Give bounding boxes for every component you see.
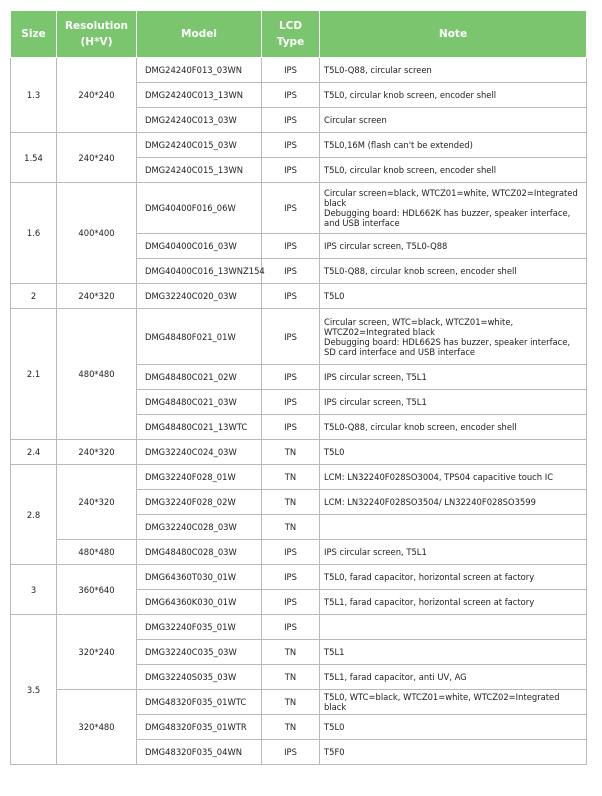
model-cell: DMG32240C035_03W: [137, 640, 262, 665]
lcd-cell: TN: [262, 465, 320, 490]
note-cell: T5L0-Q88, circular knob screen, encoder shell: [320, 415, 587, 440]
note-cell: T5F0: [320, 740, 587, 765]
model-cell: DMG48320F035_01WTC: [137, 690, 262, 715]
model-cell: DMG32240S035_03W: [137, 665, 262, 690]
note-cell: T5L0, circular knob screen, encoder shell: [320, 83, 587, 108]
lcd-cell: IPS: [262, 390, 320, 415]
note-cell: IPS circular screen, T5L1: [320, 390, 587, 415]
model-cell: DMG24240C015_13WN: [137, 158, 262, 183]
table-row: [11, 615, 587, 640]
lcd-cell: TN: [262, 440, 320, 465]
note-cell: [320, 515, 587, 540]
table-row: [11, 284, 587, 309]
size-cell: 3: [11, 565, 57, 615]
lcd-cell: IPS: [262, 415, 320, 440]
size-cell: 2.1: [11, 309, 57, 440]
model-cell: DMG48480C028_03W: [137, 540, 262, 565]
note-cell: T5L0: [320, 440, 587, 465]
lcd-cell: IPS: [262, 158, 320, 183]
size-cell: 1.3: [11, 58, 57, 133]
lcd-cell: IPS: [262, 540, 320, 565]
resolution-cell: 360*640: [57, 565, 137, 615]
resolution-cell: 320*480: [57, 690, 137, 765]
header-row: [11, 11, 587, 58]
note-cell: [320, 615, 587, 640]
lcd-cell: IPS: [262, 133, 320, 158]
resolution-cell: 400*400: [57, 183, 137, 284]
lcd-cell: IPS: [262, 740, 320, 765]
note-cell: LCM: LN32240F028SO3504/ LN32240F028SO3599: [320, 490, 587, 515]
model-cell: DMG32240F035_01W: [137, 615, 262, 640]
spec-table-container: [10, 10, 587, 765]
lcd-cell: IPS: [262, 565, 320, 590]
resolution-cell: 480*480: [57, 309, 137, 440]
table-row: [11, 309, 587, 365]
table-row: [11, 565, 587, 590]
size-cell: 2.4: [11, 440, 57, 465]
size-cell: 1.54: [11, 133, 57, 183]
size-cell: 2.8: [11, 465, 57, 565]
model-cell: DMG24240C013_13WN: [137, 83, 262, 108]
note-cell: Circular screen=black, WTCZ01=white, WTCZ02=Integrated black Debugging board: HDL662K has buzzer, speaker interface, and USB interface: [320, 183, 587, 234]
note-cell: T5L1: [320, 640, 587, 665]
lcd-cell: TN: [262, 690, 320, 715]
model-cell: DMG48480F021_01W: [137, 309, 262, 365]
note-cell: LCM: LN32240F028SO3004, TPS04 capacitive touch IC: [320, 465, 587, 490]
model-cell: DMG48320F035_01WTR: [137, 715, 262, 740]
resolution-cell: 240*320: [57, 440, 137, 465]
size-cell: 3.5: [11, 615, 57, 765]
lcd-cell: TN: [262, 640, 320, 665]
model-cell: DMG40400C016_13WNZ154: [137, 259, 262, 284]
resolution-cell: 240*320: [57, 465, 137, 540]
note-cell: IPS circular screen, T5L1: [320, 540, 587, 565]
note-cell: T5L0: [320, 715, 587, 740]
note-cell: T5L1, farad capacitor, anti UV, AG: [320, 665, 587, 690]
header-note: Note: [320, 11, 587, 58]
note-cell: Circular screen, WTC=black, WTCZ01=white, WTCZ02=Integrated black Debugging board: HDL662S has buzzer, speaker interface, SD card interface and USB interface: [320, 309, 587, 365]
model-cell: DMG32240F028_01W: [137, 465, 262, 490]
size-cell: 1.6: [11, 183, 57, 284]
lcd-cell: IPS: [262, 259, 320, 284]
lcd-cell: TN: [262, 490, 320, 515]
model-cell: DMG48480C021_03W: [137, 390, 262, 415]
note-cell: T5L0-Q88, circular knob screen, encoder shell: [320, 259, 587, 284]
table-row: [11, 183, 587, 234]
size-cell: 2: [11, 284, 57, 309]
model-cell: DMG24240C015_03W: [137, 133, 262, 158]
resolution-cell: 240*320: [57, 284, 137, 309]
lcd-cell: TN: [262, 715, 320, 740]
lcd-cell: IPS: [262, 590, 320, 615]
model-cell: DMG40400F016_06W: [137, 183, 262, 234]
model-cell: DMG32240C024_03W: [137, 440, 262, 465]
note-cell: T5L0, circular knob screen, encoder shell: [320, 158, 587, 183]
lcd-cell: IPS: [262, 284, 320, 309]
model-cell: DMG64360K030_01W: [137, 590, 262, 615]
header-model: Model: [137, 11, 262, 58]
model-cell: DMG32240C020_03W: [137, 284, 262, 309]
note-cell: T5L0, farad capacitor, horizontal screen at factory: [320, 565, 587, 590]
note-cell: IPS circular screen, T5L0-Q88: [320, 234, 587, 259]
table-row: [11, 58, 587, 83]
table-row: [11, 440, 587, 465]
resolution-cell: 240*240: [57, 133, 137, 183]
note-cell: Circular screen: [320, 108, 587, 133]
note-cell: IPS circular screen, T5L1: [320, 365, 587, 390]
model-cell: DMG40400C016_03W: [137, 234, 262, 259]
lcd-cell: IPS: [262, 108, 320, 133]
table-row: [11, 133, 587, 158]
model-cell: DMG24240F013_03WN: [137, 58, 262, 83]
lcd-cell: IPS: [262, 83, 320, 108]
spec-table: [10, 10, 587, 765]
table-row: [11, 540, 587, 565]
model-cell: DMG48480C021_02W: [137, 365, 262, 390]
lcd-cell: TN: [262, 515, 320, 540]
note-cell: T5L1, farad capacitor, horizontal screen at factory: [320, 590, 587, 615]
header-lcd-type: LCD Type: [262, 11, 320, 58]
header-resolution: Resolution (H*V): [57, 11, 137, 58]
note-cell: T5L0,16M (flash can't be extended): [320, 133, 587, 158]
model-cell: DMG24240C013_03W: [137, 108, 262, 133]
table-row: [11, 690, 587, 715]
resolution-cell: 320*240: [57, 615, 137, 690]
note-cell: T5L0: [320, 284, 587, 309]
lcd-cell: IPS: [262, 309, 320, 365]
table-row: [11, 465, 587, 490]
model-cell: DMG32240F028_02W: [137, 490, 262, 515]
note-cell: T5L0, WTC=black, WTCZ01=white, WTCZ02=Integrated black: [320, 690, 587, 715]
lcd-cell: IPS: [262, 615, 320, 640]
lcd-cell: IPS: [262, 58, 320, 83]
resolution-cell: 240*240: [57, 58, 137, 133]
lcd-cell: IPS: [262, 234, 320, 259]
note-cell: T5L0-Q88, circular screen: [320, 58, 587, 83]
header-size: Size: [11, 11, 57, 58]
lcd-cell: IPS: [262, 183, 320, 234]
lcd-cell: IPS: [262, 365, 320, 390]
resolution-cell: 480*480: [57, 540, 137, 565]
model-cell: DMG32240C028_03W: [137, 515, 262, 540]
model-cell: DMG48320F035_04WN: [137, 740, 262, 765]
lcd-cell: TN: [262, 665, 320, 690]
model-cell: DMG64360T030_01W: [137, 565, 262, 590]
model-cell: DMG48480C021_13WTC: [137, 415, 262, 440]
